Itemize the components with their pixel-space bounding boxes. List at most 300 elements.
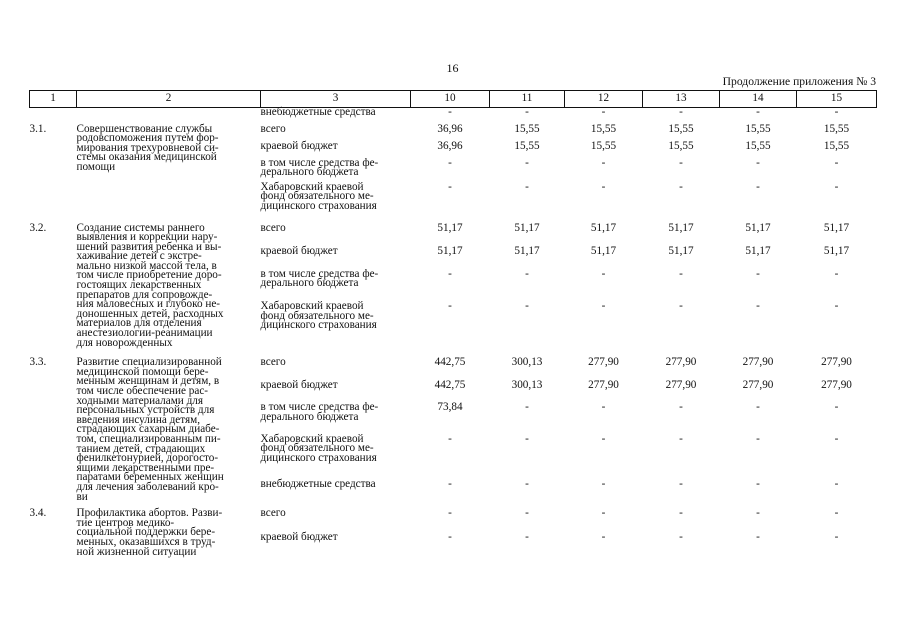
text-line: Совершенствование службы [76,122,213,135]
column-header: 13 [643,91,720,108]
cell-value: - [448,507,452,520]
text-line: медицинской помощи бере- [76,365,209,378]
empty-cell [77,108,261,125]
cell-value: - [834,401,839,414]
text-line: ви [76,490,88,503]
cell-value: 277,90 [742,356,774,369]
value-cell [797,533,877,557]
funding-source-cell [260,477,411,502]
budget-table [29,90,877,557]
text-line: анестезиологии-реанимации [76,327,213,340]
value-cell [797,267,877,303]
cell-value: 51,17 [668,244,694,257]
text-line: фенилкетонурией, дорогосто- [76,452,219,465]
carry-over-row [30,108,877,125]
funding-source-cell [260,267,411,303]
text-line: Профилактика абортов. Разви- [76,507,223,520]
value-cell [643,477,720,502]
text-line: для новорожденных [76,336,173,349]
section-name [77,358,261,502]
cell-value: - [601,106,606,118]
cell-value: - [756,180,760,193]
text-line: краевой бюджет [260,244,338,257]
cell-value: - [834,300,839,313]
cell-value: - [601,531,606,544]
value-cell [411,221,490,247]
text-line: Хабаровский краевой [260,432,364,445]
value-cell [565,477,643,502]
cell-value: - [601,300,606,313]
cell-value: 15,55 [590,139,617,152]
value-cell [565,267,643,303]
cell-value: 15,55 [668,139,694,152]
section-number-text: 3.1. [29,122,47,135]
value-cell [720,221,797,247]
table-row [30,358,877,380]
value-cell [411,432,490,480]
value-cell [797,432,877,480]
cell-value: - [525,267,529,280]
text-line: дицинского страхования [260,319,377,332]
cell-value: - [601,156,606,169]
cell-value: - [756,300,760,313]
column-header: 15 [797,91,877,108]
text-line: ния маловесных и глубоко не- [76,298,221,311]
section-name [76,122,261,217]
text-line: в том числе средства фе- [260,267,379,280]
value-cell [490,378,565,403]
text-line: дерального бюджета [260,410,359,423]
value-cell [490,533,565,557]
text-line: стемы оказания медицинской [76,151,217,164]
value-cell [490,358,565,380]
empty-cell [30,108,77,125]
cell-value: 277,90 [821,378,852,391]
column-header: 11 [490,91,565,108]
text-line: фонд обязательного ме- [260,442,374,455]
cell-value: - [679,507,683,520]
value-cell [411,403,490,435]
text-line: дерального бюджета [260,277,359,290]
text-line: Хабаровский краевой [260,180,364,193]
text-line: краевой бюджет [260,139,338,152]
cell-value: - [601,477,606,490]
cell-value: - [448,477,452,490]
value-cell [565,244,643,270]
value-cell [720,432,797,480]
text-line: родовспоможения путем фор- [76,132,219,145]
value-cell [411,378,490,403]
text-line: помощи [76,160,116,173]
value-cell [490,302,565,348]
value-cell [720,358,797,380]
text-line: персональных устройств для [76,404,215,417]
table-body [30,108,877,558]
cell-value: 51,17 [590,221,617,234]
text-line: хаживание детей с экстре- [76,250,202,263]
value-cell [490,180,565,217]
funding-source-cell [261,108,411,125]
value-cell [643,244,720,270]
text-line: ходными материалами для [76,394,204,407]
text-line: гостоящих лекарственных [76,279,202,292]
funding-source-cell [260,221,411,247]
text-line: менным женщинам и детям, в [76,375,220,388]
section-number [29,122,77,217]
value-cell [643,533,720,557]
table-row [30,509,877,533]
column-header: 3 [261,91,411,108]
cell-value: 51,17 [745,244,771,257]
value-cell [643,432,720,480]
value-cell [565,302,643,348]
cell-value: - [525,180,529,193]
value-cell [797,221,877,247]
value-cell [411,180,490,217]
header-row [30,91,877,108]
cell-value: - [756,531,760,544]
funding-source-cell [260,180,411,217]
value-cell [720,108,797,125]
cell-value: - [601,432,606,445]
value-cell [720,533,797,557]
value-cell [411,302,490,348]
cell-value: 15,55 [590,122,617,135]
section-number [29,221,77,349]
value-cell [490,221,565,247]
text-line: выявления и коррекции нару- [76,231,218,244]
value-cell [643,156,720,183]
funding-source-cell [260,156,411,183]
cell-value: 15,55 [823,122,850,135]
cell-value: 300,13 [511,356,543,369]
cell-value: - [834,106,839,118]
section-number-text: 3.2. [29,221,47,234]
value-cell [490,509,565,533]
text-line: том числе обеспечение рас- [76,385,209,397]
cell-value: - [525,432,529,445]
cell-value: - [601,401,606,414]
text-line: фонд обязательного ме- [260,190,374,203]
value-cell [565,221,643,247]
cell-value: 15,55 [514,122,540,135]
section-name [77,509,261,557]
value-cell [643,139,720,159]
text-line: шений развития ребенка и вы- [76,240,222,253]
cell-value: - [525,156,529,169]
text-line: танием детей, страдающих [76,442,206,455]
cell-value: 51,17 [437,244,463,257]
funding-source-cell [261,403,411,435]
cell-value: 51,17 [514,221,540,234]
page-number: 16 [446,61,459,75]
text-line: для лечения заболеваний кро- [76,480,219,493]
text-line: в том числе средства фе- [260,401,379,414]
cell-value: 15,55 [823,139,850,152]
value-cell [643,509,720,533]
column-header: 10 [411,91,490,108]
section-name [76,221,261,349]
value-cell [643,221,720,247]
value-cell [797,180,877,217]
value-cell [411,509,490,533]
value-cell [797,139,877,159]
value-cell [411,267,490,303]
text-line: всего [260,221,286,234]
cell-value: 51,17 [590,244,617,257]
text-line: доношенных детей, расходных [76,307,224,320]
cell-value: 300,13 [511,378,543,391]
cell-value: - [525,300,529,313]
cell-value: 442,75 [434,378,466,391]
cell-value: - [834,531,839,544]
value-cell [411,156,490,183]
funding-source-cell [260,244,411,270]
text-line: том числе приобретение доро- [76,269,222,282]
cell-value: - [448,106,452,118]
value-cell [490,403,565,435]
table-row [30,125,877,142]
value-cell [720,244,797,270]
cell-value: - [756,432,760,445]
cell-value: 36,96 [437,122,463,135]
value-cell [411,244,490,270]
value-cell [797,509,877,533]
funding-source-cell [260,122,411,142]
funding-source-cell [260,432,411,480]
section-number-text: 3.3. [29,356,47,369]
value-cell [565,358,643,380]
cell-value: 15,55 [745,122,771,135]
cell-value: - [448,156,452,169]
text-line: внебюджетные средства [260,106,376,118]
cell-value: 73,84 [437,401,463,414]
cell-value: 277,90 [588,378,619,391]
cell-value: - [679,531,683,544]
value-cell [490,139,565,159]
text-line: всего [260,507,286,520]
text-line: дерального бюджета [260,166,359,179]
value-cell [797,108,877,125]
cell-value: 15,55 [668,122,694,135]
cell-value: 15,55 [745,139,771,152]
value-cell [490,432,565,480]
value-cell [565,403,643,435]
cell-value: - [679,106,683,118]
value-cell [797,122,877,142]
cell-value: - [448,180,452,193]
cell-value: 51,17 [437,221,463,234]
value-cell [565,432,643,480]
cell-value: 51,17 [745,221,771,234]
value-cell [490,267,565,303]
value-cell [411,139,490,159]
value-cell [411,477,490,502]
text-line: препаратов для сопровожде- [76,288,213,301]
cell-value: 277,90 [588,356,619,369]
cell-value: - [756,156,760,169]
cell-value: - [525,106,529,118]
cell-value: 277,90 [742,378,774,391]
value-cell [490,122,565,142]
value-cell [643,378,720,403]
cell-value: - [834,267,839,280]
cell-value: 36,96 [437,139,463,152]
cell-value: 51,17 [514,244,540,257]
value-cell [797,244,877,270]
text-line: ной жизненной ситуации [76,545,197,558]
continuation-label: Продолжение приложения № 3 [722,75,876,88]
value-cell [720,403,797,435]
value-cell [720,180,797,217]
text-line: мально низкой массой тела, в [76,259,217,272]
text-line: фонд обязательного ме- [260,309,374,322]
cell-value: - [679,401,683,414]
cell-value: 51,17 [668,221,694,234]
value-cell [643,180,720,217]
cell-value: - [448,300,452,313]
text-line: материалов для отделения [76,317,202,330]
cell-value: - [834,432,839,445]
cell-value: - [834,180,839,193]
cell-value: - [601,267,606,280]
cell-value: - [834,507,839,520]
cell-value: - [601,180,606,193]
text-line: паратами беременных женщин [76,471,224,484]
value-cell [797,156,877,183]
value-cell [565,156,643,183]
funding-source-cell [260,378,411,403]
value-cell [490,156,565,183]
text-line: ящими лекарственными пре- [76,461,215,474]
table-row [30,224,877,247]
cell-value: - [448,531,452,544]
cell-value: - [525,401,529,414]
value-cell [411,533,490,557]
value-cell [565,139,643,159]
text-line: в том числе средства фе- [260,156,379,169]
cell-value: - [756,401,760,414]
cell-value: - [756,106,760,118]
value-cell [797,403,877,435]
value-cell [643,302,720,348]
text-line: социальной поддержки бере- [76,526,216,539]
text-line: менных, оказавшихся в труд- [76,535,216,548]
value-cell [411,122,490,142]
value-cell [720,509,797,533]
column-header: 2 [77,91,261,108]
value-cell [797,358,877,380]
cell-value: 277,90 [665,378,697,391]
text-line: Хабаровский краевой [260,300,364,313]
value-cell [643,267,720,303]
value-cell [720,267,797,303]
cell-value: - [756,477,760,490]
value-cell [797,302,877,348]
value-cell [565,533,643,557]
cell-value: - [525,477,529,490]
section-number-text: 3.4. [29,507,47,520]
value-cell [797,477,877,502]
value-cell [720,477,797,502]
column-header: 12 [565,91,643,108]
value-cell [797,378,877,403]
value-cell [490,477,565,502]
cell-value: - [834,156,839,169]
text-line: краевой бюджет [260,378,338,391]
funding-source-cell [260,139,411,159]
cell-value: 51,17 [823,244,850,257]
text-line: дицинского страхования [260,451,377,464]
cell-value: 15,55 [514,139,540,152]
value-cell [490,244,565,270]
value-cell [565,108,643,125]
cell-value: - [679,156,683,169]
value-cell [643,108,720,125]
text-line: введения инсулина детям, [76,413,201,426]
section-number [30,358,77,502]
text-line: тие центров медико- [76,516,175,529]
text-line: Создание системы раннего [76,221,205,234]
cell-value: 277,90 [821,356,852,369]
cell-value: - [834,477,839,490]
cell-value: - [756,267,760,280]
value-cell [720,156,797,183]
text-line: страдающих сахарным диабе- [76,423,220,436]
value-cell [565,378,643,403]
cell-value: - [679,300,683,313]
value-cell [565,122,643,142]
funding-source-cell [261,302,411,348]
cell-value: 277,90 [665,356,697,369]
value-cell [643,403,720,435]
value-cell [720,378,797,403]
text-line: всего [260,356,286,369]
text-line: том, специализированным пи- [76,432,221,445]
value-cell [720,122,797,142]
value-cell [490,108,565,125]
cell-value: - [756,507,760,520]
section-number [30,509,77,557]
cell-value: 442,75 [434,356,466,369]
text-line: внебюджетные средства [260,477,376,490]
cell-value: - [601,507,606,520]
cell-value: - [525,507,529,520]
cell-value: - [679,432,683,445]
value-cell [643,122,720,142]
column-header: 1 [30,91,77,108]
cell-value: 51,17 [823,221,850,234]
cell-value: - [679,477,683,490]
cell-value: - [679,180,683,193]
value-cell [411,108,490,125]
text-line: всего [260,122,286,135]
funding-source-cell [261,358,411,380]
text-line: дицинского страхования [260,199,377,212]
cell-value: - [525,531,529,544]
text-line: краевой бюджет [260,531,338,544]
text-line: мирования трехуровневой си- [76,141,219,154]
value-cell [643,358,720,380]
value-cell [565,180,643,217]
text-line: Развитие специализированной [76,356,222,369]
value-cell [720,302,797,348]
cell-value: - [679,267,683,280]
funding-source-cell [261,509,411,533]
value-cell [720,139,797,159]
cell-value: - [448,432,452,445]
funding-source-cell [261,533,411,557]
